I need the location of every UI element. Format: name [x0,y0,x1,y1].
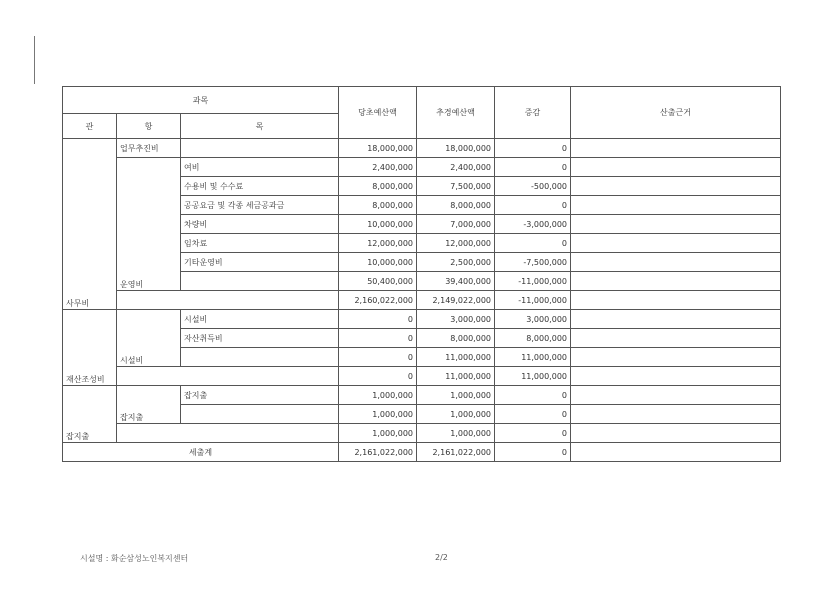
revised-amount: 11,000,000 [417,367,495,386]
revised-amount: 2,400,000 [417,158,495,177]
original-amount: 10,000,000 [339,253,417,272]
revised-amount: 1,000,000 [417,405,495,424]
table-row [63,158,781,177]
budget-table [62,86,781,462]
change-amount: -11,000,000 [495,272,571,291]
basis-cell [571,386,781,405]
basis-cell [571,348,781,367]
original-amount: 2,400,000 [339,158,417,177]
basis-cell [571,367,781,386]
change-amount: 3,000,000 [495,310,571,329]
original-amount: 0 [339,348,417,367]
basis-cell [571,139,781,158]
revised-amount: 2,500,000 [417,253,495,272]
basis-cell [571,272,781,291]
header-change: 증감 [495,87,571,139]
mok-cell: 공공요금 및 각종 세금공과금 [181,196,339,215]
revised-amount: 11,000,000 [417,348,495,367]
change-amount: -11,000,000 [495,291,571,310]
total-row [63,443,781,462]
mok-cell [181,348,339,367]
change-amount: -7,500,000 [495,253,571,272]
header-revised-budget: 추경예산액 [417,87,495,139]
change-amount: 0 [495,139,571,158]
change-amount: 0 [495,196,571,215]
original-amount: 1,000,000 [339,424,417,443]
original-amount: 50,400,000 [339,272,417,291]
header-gwan: 관 [63,114,117,139]
original-amount: 0 [339,329,417,348]
basis-cell [571,215,781,234]
mok-cell: 자산취득비 [181,329,339,348]
original-amount: 8,000,000 [339,196,417,215]
hang-cell: 시설비 [117,310,181,367]
original-amount: 0 [339,367,417,386]
subtotal-label-cell [117,424,339,443]
revised-amount: 12,000,000 [417,234,495,253]
basis-cell [571,196,781,215]
basis-cell [571,234,781,253]
mok-cell: 기타운영비 [181,253,339,272]
basis-cell [571,291,781,310]
table-header-row [63,87,781,114]
header-calculation-basis: 산출근거 [571,87,781,139]
revised-amount: 18,000,000 [417,139,495,158]
original-amount: 12,000,000 [339,234,417,253]
change-amount: 8,000,000 [495,329,571,348]
header-gwamok: 과목 [63,87,339,114]
table-row [63,386,781,405]
original-amount: 10,000,000 [339,215,417,234]
binder-hole-mark [34,36,35,84]
original-amount: 0 [339,310,417,329]
table-row [63,424,781,443]
revised-amount: 1,000,000 [417,386,495,405]
mok-cell: 잡지출 [181,386,339,405]
mok-cell: 차량비 [181,215,339,234]
gwan-cell: 재산조성비 [63,310,117,386]
basis-cell [571,253,781,272]
revised-amount: 2,149,022,000 [417,291,495,310]
revised-amount: 39,400,000 [417,272,495,291]
hang-cell: 운영비 [117,158,181,291]
original-amount: 1,000,000 [339,405,417,424]
revised-amount: 3,000,000 [417,310,495,329]
mok-cell [181,405,339,424]
table-row [63,367,781,386]
hang-cell: 잡지출 [117,386,181,424]
change-amount: -3,000,000 [495,215,571,234]
change-amount: 0 [495,405,571,424]
revised-amount: 7,500,000 [417,177,495,196]
mok-cell [181,272,339,291]
page-number: 2/2 [435,553,448,562]
original-amount: 1,000,000 [339,386,417,405]
subtotal-label-cell [117,367,339,386]
facility-name: 시설명 : 화순삼성노인복지센터 [80,554,189,563]
revised-amount: 8,000,000 [417,329,495,348]
basis-cell [571,443,781,462]
gwan-cell: 잡지출 [63,386,117,443]
total-change-amount: 0 [495,443,571,462]
basis-cell [571,405,781,424]
mok-cell: 임차료 [181,234,339,253]
subtotal-label-cell [117,291,339,310]
change-amount: 11,000,000 [495,348,571,367]
basis-cell [571,424,781,443]
change-amount: 11,000,000 [495,367,571,386]
gwan-cell: 사무비 [63,139,117,310]
header-mok: 목 [181,114,339,139]
total-revised-amount: 2,161,022,000 [417,443,495,462]
table-row [63,291,781,310]
change-amount: 0 [495,234,571,253]
basis-cell [571,158,781,177]
revised-amount: 8,000,000 [417,196,495,215]
header-original-budget: 당초예산액 [339,87,417,139]
revised-amount: 7,000,000 [417,215,495,234]
header-hang: 항 [117,114,181,139]
hang-cell: 업무추진비 [117,139,181,158]
original-amount: 18,000,000 [339,139,417,158]
change-amount: 0 [495,158,571,177]
mok-cell: 여비 [181,158,339,177]
mok-cell [181,139,339,158]
change-amount: 0 [495,424,571,443]
table-row [63,310,781,329]
mok-cell: 수용비 및 수수료 [181,177,339,196]
total-original-amount: 2,161,022,000 [339,443,417,462]
table-row [63,139,781,158]
revised-amount: 1,000,000 [417,424,495,443]
original-amount: 2,160,022,000 [339,291,417,310]
change-amount: -500,000 [495,177,571,196]
basis-cell [571,177,781,196]
mok-cell: 시설비 [181,310,339,329]
total-label: 세출계 [63,443,339,462]
basis-cell [571,329,781,348]
original-amount: 8,000,000 [339,177,417,196]
basis-cell [571,310,781,329]
change-amount: 0 [495,386,571,405]
